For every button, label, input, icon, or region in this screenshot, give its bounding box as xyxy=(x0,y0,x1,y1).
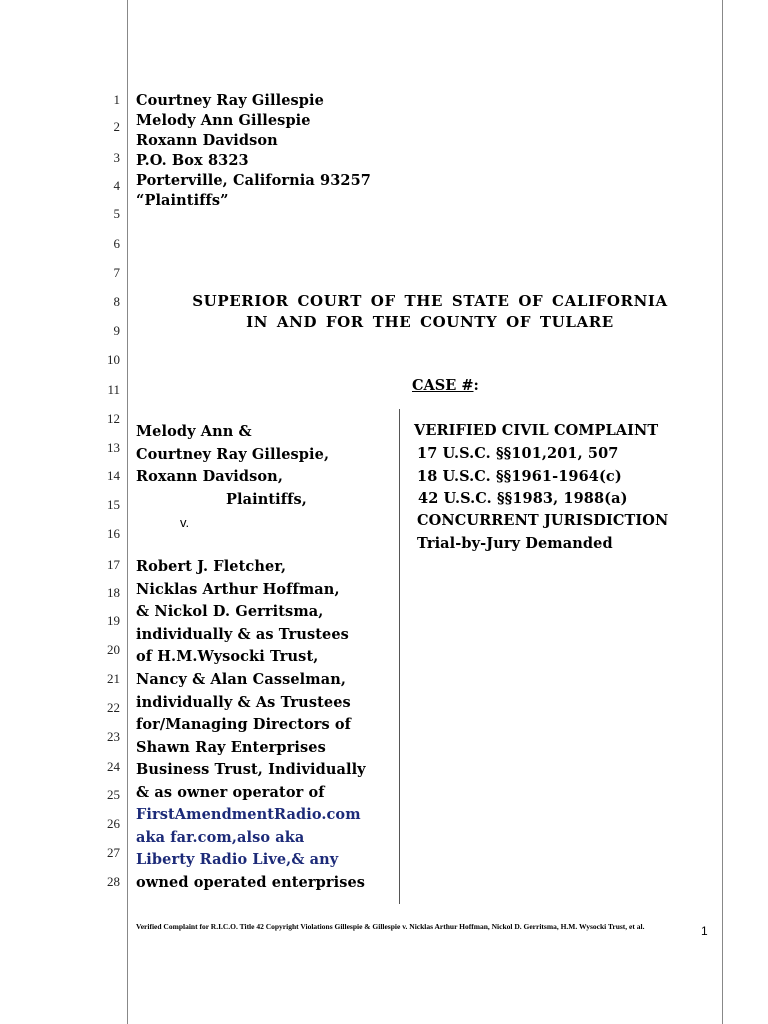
line-number: 25 xyxy=(107,787,120,802)
plaintiff-line: Courtney Ray Gillespie, xyxy=(136,446,330,463)
line-number: 11 xyxy=(107,382,120,397)
line-number: 20 xyxy=(107,642,120,657)
defendant-line: Robert J. Fletcher, xyxy=(136,558,287,575)
right-margin-line xyxy=(722,0,723,1024)
line-number: 17 xyxy=(107,557,120,572)
versus-label: v. xyxy=(180,515,190,530)
header-line: Melody Ann Gillespie xyxy=(136,112,311,129)
line-number: 9 xyxy=(113,323,120,338)
plaintiffs-role: Plaintiffs, xyxy=(226,491,307,508)
complaint-title: VERIFIED CIVIL COMPLAINT xyxy=(414,422,659,439)
court-title-line-2: IN AND FOR THE COUNTY OF TULARE xyxy=(246,313,614,331)
defendant-line: Nicklas Arthur Hoffman, xyxy=(136,581,340,598)
statute-line: 17 U.S.C. §§101,201, 507 xyxy=(417,445,619,462)
defendant-line: of H.M.Wysocki Trust, xyxy=(136,648,319,665)
line-number: 12 xyxy=(107,411,120,426)
caption-divider xyxy=(399,409,400,904)
header-line: Roxann Davidson xyxy=(136,132,278,149)
line-number: 23 xyxy=(107,729,120,744)
statute-line: 42 U.S.C. §§1983, 1988(a) xyxy=(418,490,628,507)
line-number: 10 xyxy=(107,352,120,367)
case-number-colon: : xyxy=(473,377,479,394)
court-title-line-1: SUPERIOR COURT OF THE STATE OF CALIFORNIA xyxy=(192,292,668,310)
line-number: 24 xyxy=(107,759,120,774)
line-number: 3 xyxy=(113,150,120,165)
header-line: Courtney Ray Gillespie xyxy=(136,92,324,109)
line-number: 26 xyxy=(107,816,120,831)
line-number: 2 xyxy=(113,119,120,134)
statute-line: 18 U.S.C. §§1961-1964(c) xyxy=(417,468,622,485)
defendant-line: & Nickol D. Gerritsma, xyxy=(136,603,324,620)
left-margin-line xyxy=(127,0,128,1024)
defendant-line: for/Managing Directors of xyxy=(136,716,352,733)
defendant-line: Shawn Ray Enterprises xyxy=(136,739,326,756)
jury-demand-line: Trial-by-Jury Demanded xyxy=(417,535,613,552)
defendant-line: owned operated enterprises xyxy=(136,874,366,891)
plaintiff-line: Roxann Davidson, xyxy=(136,468,283,485)
line-number: 5 xyxy=(113,206,120,221)
website-alias-line: aka far.com,also aka xyxy=(136,829,305,846)
line-number: 8 xyxy=(113,294,120,309)
defendant-line: Business Trust, Individually xyxy=(136,761,366,778)
page-footer: Verified Complaint for R.I.C.O. Title 42 Copyright Violations Gillespie & Gillespie v. Nicklas Arthur Hoffman, Nickol D. Gerritsma, H.M. Wysocki Trust, et al. xyxy=(136,922,645,931)
defendant-line: individually & as Trustees xyxy=(136,626,349,643)
line-number: 22 xyxy=(107,700,120,715)
defendant-line: Nancy & Alan Casselman, xyxy=(136,671,347,688)
website-link-line: FirstAmendmentRadio.com xyxy=(136,806,361,823)
line-number: 21 xyxy=(107,671,120,686)
line-number: 27 xyxy=(107,845,120,860)
jurisdiction-line: CONCURRENT JURISDICTION xyxy=(417,512,669,529)
case-number-label xyxy=(412,377,479,394)
line-number: 1 xyxy=(113,92,120,107)
defendant-line: & as owner operator of xyxy=(136,784,325,801)
line-number: 16 xyxy=(107,526,120,541)
plaintiff-line: Melody Ann & xyxy=(136,423,252,440)
line-number: 13 xyxy=(107,440,120,455)
defendant-line: individually & As Trustees xyxy=(136,694,351,711)
line-number: 6 xyxy=(113,236,120,251)
line-number: 15 xyxy=(107,497,120,512)
header-line: Porterville, California 93257 xyxy=(136,172,371,189)
header-line: P.O. Box 8323 xyxy=(136,152,249,169)
header-line: “Plaintiffs” xyxy=(136,192,229,209)
website-alias-line: Liberty Radio Live,& any xyxy=(136,851,339,868)
line-number: 19 xyxy=(107,613,120,628)
line-number: 14 xyxy=(107,468,120,483)
case-number-label-text: CASE # xyxy=(412,377,474,394)
line-number: 7 xyxy=(113,265,120,280)
line-number: 18 xyxy=(107,585,120,600)
line-number: 4 xyxy=(113,178,120,193)
line-number: 28 xyxy=(107,874,120,889)
page-number: 1 xyxy=(701,924,708,938)
